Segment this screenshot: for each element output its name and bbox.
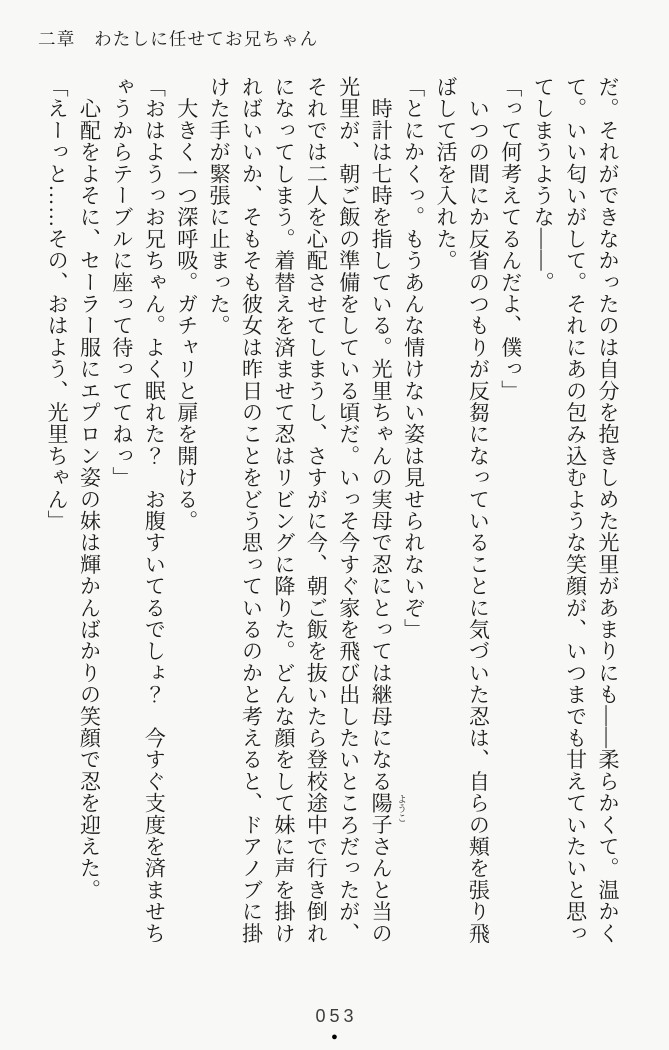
text-column: 「とにかくっ。もうあんな情けない姿は見せられないぞ」 [401, 76, 426, 641]
text-column: ればいいか、そもそも彼女は昨日のことをどう思っているのかと考えると、ドアノブに掛 [239, 76, 264, 944]
text-block [41, 76, 624, 956]
text-column: けた手が緊張に止まった。 [207, 76, 232, 337]
text-column: いつの間にか反省のつもりが反芻になっていることに気づいた忍は、自らの頬を張り飛 [466, 76, 491, 944]
text-column: て。いい匂いがして。それにあの包み込むような笑顔が、いつまでも甘えていたいと思っ [563, 76, 588, 944]
page-number: 053 [315, 1006, 358, 1026]
furigana-text: ようこ [395, 794, 406, 823]
text-column: だ。それができなかったのは自分を抱きしめた光里があまりにも――柔らかくて。温かく [596, 76, 620, 944]
ruby-base: 陽子 [369, 792, 394, 836]
text-column: てしまうような――。 [531, 76, 556, 293]
text-column: になってしまう。着替えを済ませて忍はリビングに降りた。どんな顔をして妹に声を掛け [271, 76, 296, 944]
furigana-ruby [369, 792, 406, 836]
text-run: 時計は七時を指している。光里ちゃんの実母で忍にとっては継母になる [369, 76, 394, 793]
text-column: 光里が、朝ご飯の準備をしている頃だ。いっそ今すぐ家を飛び出したいところだったが、 [336, 76, 361, 944]
text-column: 「おはようっお兄ちゃん。よく眠れた？ お腹すいてるでしょ？ 今すぐ支度を済ませち [142, 76, 167, 944]
text-column: 心配をよそに、セーラー服にエプロン姿の妹は輝かんばかりの笑顔で忍を迎えた。 [77, 76, 102, 901]
text-column: ばして活を入れた。 [433, 76, 458, 272]
text-column: 「えーっと……その、おはよう、光里ちゃん」 [45, 76, 70, 532]
chapter-header: 二章 わたしに任せてお兄ちゃん [38, 29, 319, 49]
text-run: さんと当の [369, 835, 394, 945]
text-column [365, 76, 406, 956]
text-column: 「って何考えてるんだよ、僕っ」 [498, 76, 523, 402]
text-column: それでは二人を心配させてしまうし、さすがに今、朝ご飯を抜いたら登校途中で行き倒れ [304, 76, 329, 944]
text-column: 大きく一つ深呼吸。ガチャリと扉を開ける。 [174, 76, 199, 532]
footer-bullet-icon: ● [331, 1031, 338, 1043]
text-column: ゃうからテーブルに座って待っててねっ」 [109, 76, 134, 489]
